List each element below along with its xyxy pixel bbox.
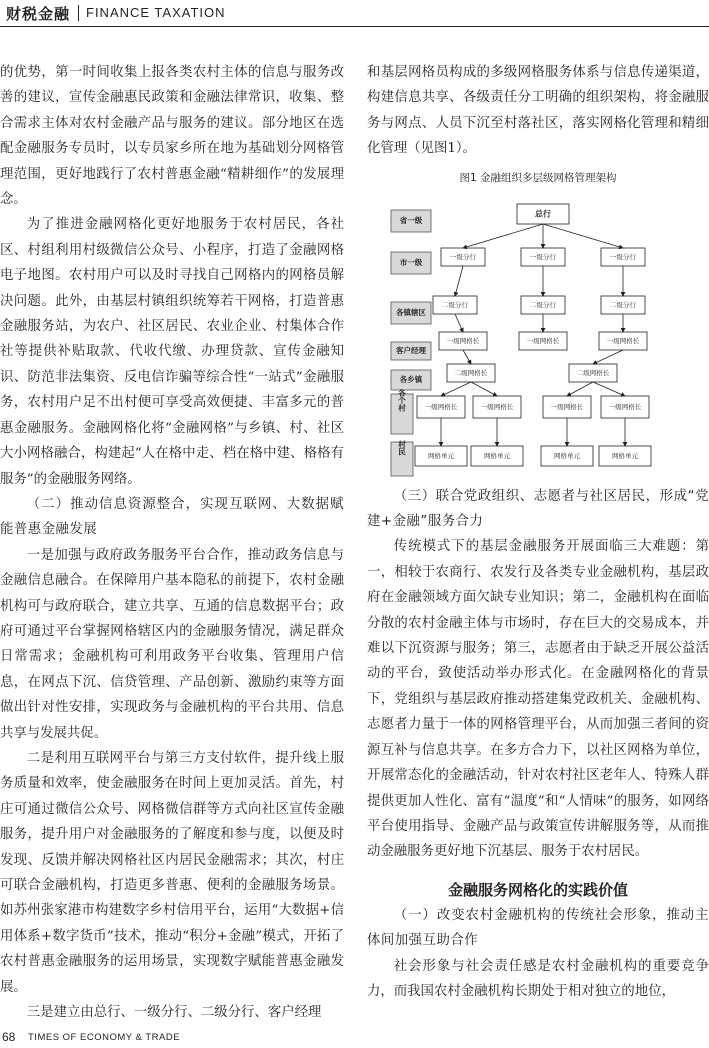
level-label: 客户经理 xyxy=(396,345,426,355)
chart-edge xyxy=(463,224,543,248)
level-label: 各镇辖区 xyxy=(396,307,426,317)
chart-edge xyxy=(471,382,497,396)
header-rule xyxy=(0,26,709,27)
node-leaf-label: 网格单元 xyxy=(554,451,580,460)
node-l1-label: 一级分行 xyxy=(450,252,476,261)
paragraph: 传统模式下的基层金融服务开展面临三大难题：第一，相较于农商行、农发行及各类专业金融机构，基层政府在金融领域方面欠缺专业知识；第二，金融机构在面临分散的农村金融主体与市场时，存在巨大的交易成本，并难以下沉资源与服务；第三，志愿者由于缺乏开展公益活动的平台，致使活动举办形式化。在金融网格化的背景下，党组织与基层政府推动搭建集党政机关、金融机构、志愿者力量于一体的网格管理平台，从而加强三者间的资源互补与信息共享。在多方合力下，以社区网格为单位，开展常态化的金融活动，针对农村社区老年人、特殊人群提供更加人性化、富有“温度”和“人情味”的服务，如网络平台使用指导、金融产品与政策宣传讲解服务等，从而推动金融服务更好地下沉基层、服务于农村居民。 xyxy=(367,539,709,860)
subheading: （一）改变农村金融机构的传统社会形象，推动主体间加强互助合作 xyxy=(367,907,709,949)
chart-edge xyxy=(543,224,623,248)
node-l2-label: 二级分行 xyxy=(442,300,468,309)
level-label: 市一级 xyxy=(399,257,423,267)
node-root-label: 总行 xyxy=(535,209,551,219)
node-l2-label: 二级分行 xyxy=(530,300,556,309)
figure-caption: 图1 金融组织多层级网格管理架构 xyxy=(459,171,617,184)
section-title: 金融服务网格化的实践价值 xyxy=(447,880,628,899)
right-column xyxy=(367,60,709,1004)
level-label: 省一级 xyxy=(399,215,423,225)
node-l4-label: 二级网格长 xyxy=(576,368,610,377)
page-header xyxy=(0,0,709,26)
paragraph: 社会形象与社会责任感是农村金融机构的重要竞争力，而我国农村金融机构长期处于相对独立的地位， xyxy=(367,958,709,999)
level-label: 村民 xyxy=(397,440,407,456)
paragraph: 一是加强与政府政务服务平台合作，推动政务信息与金融信息融合。在保障用户基本隐私的前提下，农村金融机构可与政府联合，建立共享、互通的信息数据平台；政府可通过平台掌握网格辖区内的金融服务情况，满足群众日常需求；金融机构可利用政务平台收集、管理用户信息，在网点下沉、信贷管理、产品创新、激励约束等方面做出针对性安排，实现政务与金融机构的平台共用、信息共享与发展共促。 xyxy=(0,547,344,741)
node-l2-label: 二级分行 xyxy=(610,300,636,309)
paragraph: 的优势，第一时间收集上报各类农村主体的信息与服务改善的建议，宣传金融惠民政策和金融法律常识，收集、整合需求主体对农村金融产品与服务的建议。部分地区在选配金融服务专员时，以专员家乡所在地为基础划分网格管理范围，更好地践行了农村普惠金融“精耕细作”的发展理念。 xyxy=(0,65,344,208)
chart-edge xyxy=(593,382,625,396)
node-l5-label: 一级网格长 xyxy=(480,402,514,411)
figure-1 xyxy=(367,166,709,484)
chart-edge xyxy=(455,266,463,296)
subheading: （三）联合党政组织、志愿者与社区居民，形成“党建+金融”服务合力 xyxy=(367,488,709,530)
node-l3-label: 一级网格长 xyxy=(606,336,640,345)
level-label: 各个村 xyxy=(397,388,407,411)
node-l1-label: 一级分行 xyxy=(610,252,636,261)
paragraph: 和基层网格员构成的多级网格服务体系与信息传递渠道，构建信息共享、各级责任分工明确的组织架构，将金融服务与网点、人员下沉至村落社区，落实网格化管理和精细化管理（见图1）。 xyxy=(367,65,709,157)
org-chart xyxy=(367,196,709,486)
level-label: 各乡镇 xyxy=(399,374,423,384)
chart-edge xyxy=(567,382,593,396)
header-title-en: FINANCE TAXATION xyxy=(86,5,226,20)
header-separator xyxy=(78,5,79,21)
node-leaf-label: 网格单元 xyxy=(612,451,638,460)
chart-edge xyxy=(441,382,471,396)
node-l1-label: 一级分行 xyxy=(530,252,556,261)
chart-edge xyxy=(593,350,623,364)
paragraph: 为了推进金融网格化更好地服务于农村居民，各社区、村组利用村级微信公众号、小程序，打造了金融网格电子地图。农村用户可以及时寻找自己网格内的网格员解决问题。此外，由基层村镇组织统筹若干网格，打造普惠金融服务站，为农户、社区居民、农业企业、村集体合作社等提供补贴取款、代收代缴、办理贷款、宣传金融知识、防范非法集资、反电信诈骗等综合性“一站式”金融服务，农村用户足不出村便可享受高效便捷、丰富多元的普惠金融服务。金融网格化将“金融网格”与乡镇、村、社区大小网格融合，构建起“人在格中走、档在格中建、格格有服务”的金融服务网络。 xyxy=(0,217,344,487)
node-l5-label: 一级网格长 xyxy=(424,402,458,411)
page-footer xyxy=(0,1028,709,1048)
node-leaf-label: 网格单元 xyxy=(484,451,510,460)
paragraph: 三是建立由总行、一级分行、二级分行、客户经理 xyxy=(26,1005,322,1021)
chart-edge xyxy=(455,314,463,332)
page-number: 68 xyxy=(2,1030,16,1044)
node-leaf-label: 网格单元 xyxy=(428,451,454,460)
node-l3-label: 一级网格长 xyxy=(526,336,560,345)
node-l5-label: 一级网格长 xyxy=(608,402,642,411)
node-l3-label: 一级网格长 xyxy=(446,336,480,345)
chart-edge xyxy=(463,350,471,364)
node-l5-label: 一级网格长 xyxy=(550,402,584,411)
header-title-cn: 财税金融 xyxy=(6,5,71,23)
subheading: （二）推动信息资源整合，实现互联网、大数据赋能普惠金融发展 xyxy=(0,496,344,538)
journal-name: TIMES OF ECONOMY & TRADE xyxy=(28,1032,181,1043)
node-l4-label: 二级网格长 xyxy=(454,368,488,377)
left-column xyxy=(0,60,344,1025)
paragraph: 二是利用互联网平台与第三方支付软件，提升线上服务质量和效率，使金融服务在时间上更加灵活。首先，村庄可通过微信公众号、网格微信群等方式向社区宣传金融服务，提升用户对金融服务的了解度和参与度，以便及时发现、反馈并解决网格社区内居民金融需求；其次，村庄可联合金融机构，打造更多普惠、便利的金融服务场景。如苏州张家港市构建数字乡村信用平台，运用“大数据+信用体系+数字货币”技术，推动“积分+金融”模式，开拓了农村普惠金融服务的运用场景，实现数字赋能普惠金融发展。 xyxy=(0,750,344,995)
